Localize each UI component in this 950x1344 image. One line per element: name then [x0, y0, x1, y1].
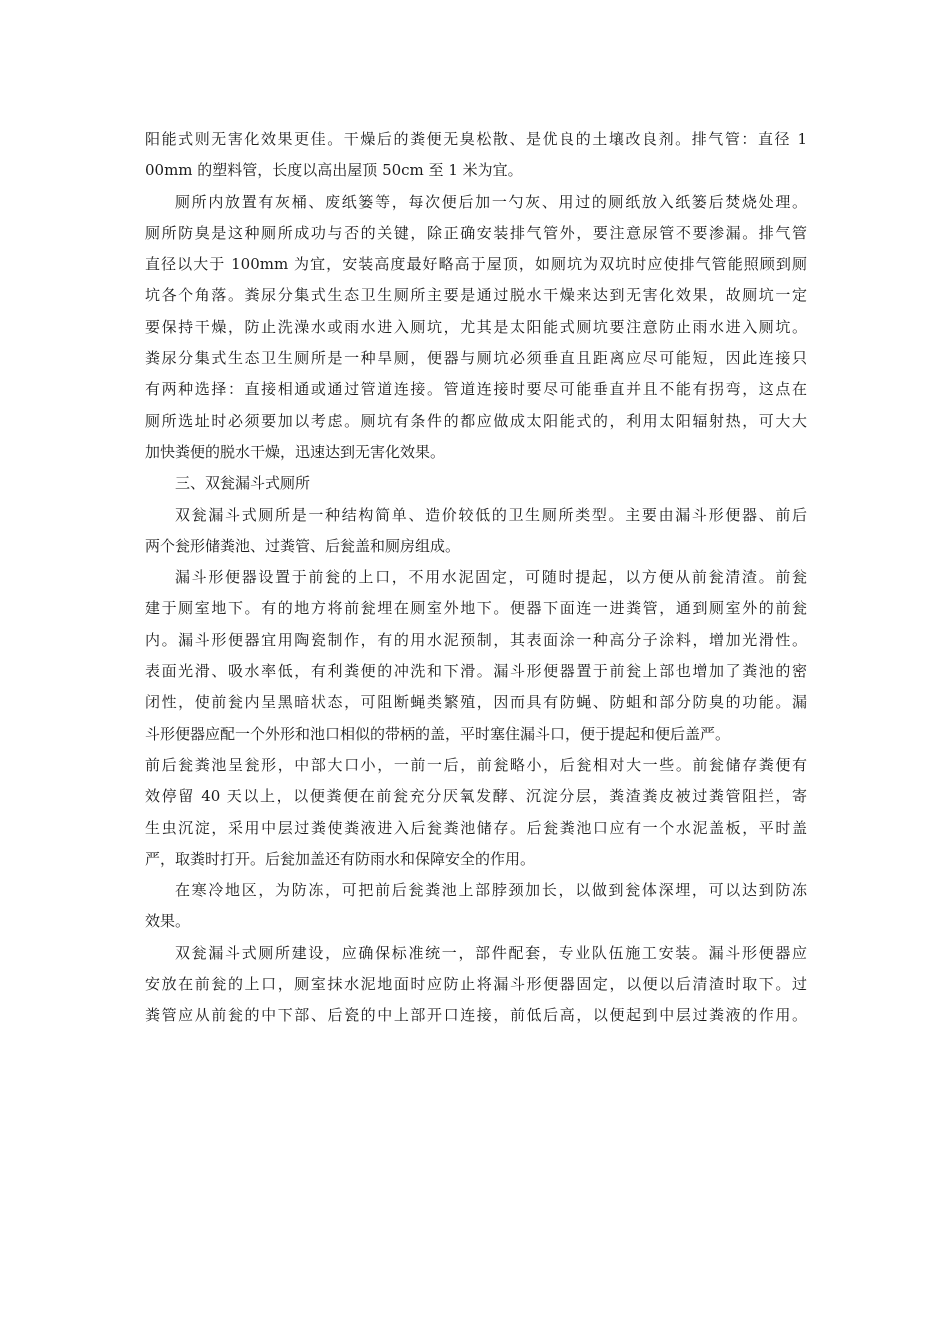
text-line: 加快粪便的脱水干燥，迅速达到无害化效果。: [145, 442, 446, 461]
text-line: 坑各个角落。粪尿分集式生态卫生厕所主要是通过脱水干燥来达到无害化效果，故厕坑一定: [145, 286, 807, 305]
text-line: 建于厕室地下。有的地方将前瓮埋在厕室外地下。便器下面连一进粪管，通到厕室外的前瓮: [145, 599, 807, 618]
text-line: 安放在前瓮的上口，厕室抹水泥地面时应防止将漏斗形便器固定，以便以后清渣时取下。过: [145, 975, 807, 994]
text-line: 粪尿分集式生态卫生厕所是一种旱厕，便器与厕坑必须垂直且距离应尽可能短，因此连接只: [145, 349, 807, 368]
text-line: 两个瓮形储粪池、过粪管、后瓮盖和厕房组成。: [145, 536, 461, 555]
paragraph-first-line: 漏斗形便器设置于前瓮的上口，不用水泥固定，可随时提起，以方便从前瓮清渣。前瓮: [175, 568, 807, 587]
paragraph-first-line: 在寒冷地区，为防冻，可把前后瓮粪池上部脖颈加长，以做到瓮体深埋，可以达到防冻: [175, 881, 807, 900]
text-line: 00mm 的塑料管，长度以高出屋顶 50cm 至 1 米为宜。: [145, 161, 523, 180]
text-line: 要保持干燥，防止洗澡水或雨水进入厕坑，尤其是太阳能式厕坑要注意防止雨水进入厕坑。: [145, 317, 807, 336]
text-line: 严，取粪时打开。后瓮加盖还有防雨水和保障安全的作用。: [145, 849, 536, 868]
text-line: 有两种选择：直接相通或通过管道连接。管道连接时要尽可能垂直并且不能有拐弯，这点在: [145, 380, 807, 399]
text-line: 斗形便器应配一个外形和池口相似的带柄的盖，平时塞住漏斗口，便于提起和便后盖严。: [145, 724, 731, 743]
text-line: 效果。: [145, 912, 191, 931]
text-line: 前后瓮粪池呈瓮形，中部大口小，一前一后，前瓮略小，后瓮相对大一些。前瓮储存粪便有: [145, 755, 807, 774]
text-line: 阳能式则无害化效果更佳。干燥后的粪便无臭松散、是优良的土壤改良剂。排气管：直径 1: [145, 130, 807, 148]
text-line: 表面光滑、吸水率低，有利粪便的冲洗和下滑。漏斗形便器置于前瓮上部也增加了粪池的密: [145, 662, 807, 681]
document-page: [145, 124, 807, 1032]
text-line: 内。漏斗形便器宜用陶瓷制作，有的用水泥预制，其表面涂一种高分子涂料，增加光滑性。: [145, 630, 807, 649]
paragraph-first-line: 厕所内放置有灰桶、废纸篓等，每次便后加一勺灰、用过的厕纸放入纸篓后焚烧处理。: [175, 192, 807, 211]
text-line: 生虫沉淀，采用中层过粪使粪液进入后瓮粪池储存。后瓮粪池口应有一个水泥盖板，平时盖: [145, 818, 807, 837]
text-line: 闭性，使前瓮内呈黑暗状态，可阻断蝇类繁殖，因而具有防蝇、防蛆和部分防臭的功能。漏: [145, 693, 807, 712]
text-line: 粪管应从前瓮的中下部、后瓷的中上部开口连接，前低后高，以便起到中层过粪液的作用。: [145, 1006, 807, 1025]
paragraph-first-line: 双瓮漏斗式厕所建设，应确保标准统一，部件配套，专业队伍施工安装。漏斗形便器应: [175, 943, 807, 962]
paragraph-first-line: 三、双瓮漏斗式厕所: [175, 474, 311, 493]
text-line: 厕所防臭是这种厕所成功与否的关键，除正确安装排气管外，要注意尿管不要渗漏。排气管: [145, 223, 807, 242]
text-line: 厕所选址时必须要加以考虑。厕坑有条件的都应做成太阳能式的，利用太阳辐射热，可大大: [145, 411, 807, 430]
text-line: 直径以大于 100mm 为宜，安装高度最好略高于屋顶，如厕坑为双坑时应使排气管能照顾到厕: [145, 255, 807, 274]
paragraph-first-line: 双瓮漏斗式厕所是一种结构简单、造价较低的卫生厕所类型。主要由漏斗形便器、前后: [175, 505, 807, 524]
text-line: 效停留 40 天以上，以便粪便在前瓮充分厌氧发酵、沉淀分层，粪渣粪皮被过粪管阻拦，寄: [145, 787, 807, 806]
